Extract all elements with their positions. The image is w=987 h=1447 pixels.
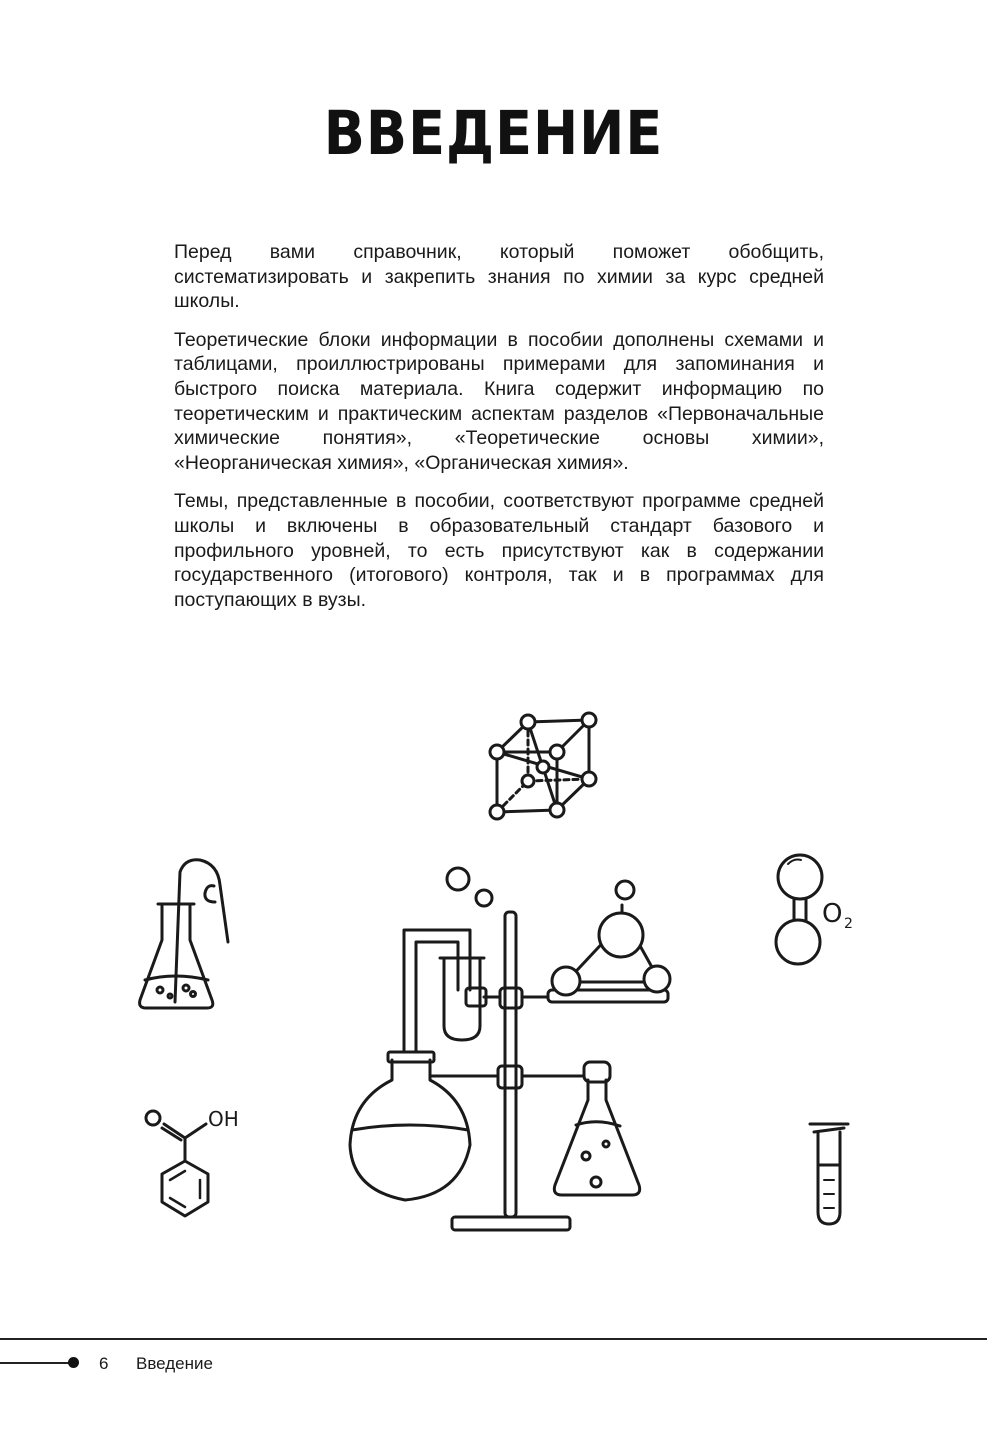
- oxygen-label: O: [822, 899, 843, 929]
- footer-run-line: [0, 1362, 70, 1364]
- bubbles-icon: [447, 868, 492, 906]
- paragraph-2: Теоретические блоки информации в пособии дополнены схемами и таблицами, проиллюстрированы примерами для запоминания и быстрого поиска материала. Книга содержит информацию по теоретическим и практическим аспектам разделов «Первоначальные химические понятия», «Теоретические основы химии», «Неорганическая химия», «Органическая химия».: [174, 328, 824, 474]
- flask-with-tube-icon: [140, 860, 228, 1008]
- benzoic-acid-icon: [146, 1111, 208, 1216]
- test-tube-icon: [440, 958, 486, 1040]
- paragraph-3: Темы, представленные в пособии, соответствуют программе средней школы и включены в образовательный стандарт базового и профильного уровней, то есть присутствуют как в содержании государственного (итогового) контроля, так и в программах для поступающих в вузы.: [174, 490, 824, 611]
- page-title: ВВЕДЕНИЕ: [323, 98, 664, 169]
- running-title: Введение: [136, 1354, 213, 1373]
- lab-stand-icon: [430, 912, 582, 1230]
- footer-rule: [0, 1338, 987, 1340]
- paragraph-1: Перед вами справочник, который поможет обобщить, систематизировать и закрепить знания по химии за курс средней школы.: [174, 241, 824, 313]
- molecule-model-icon: [548, 881, 670, 1002]
- footer-bullet-icon: [68, 1357, 79, 1368]
- oxygen-molecule-icon: [776, 855, 822, 964]
- crystal-lattice-icon: [490, 713, 596, 819]
- hydroxyl-label: OH: [208, 1107, 239, 1131]
- round-flask-icon: [350, 930, 470, 1200]
- oxygen-subscript: 2: [844, 916, 853, 932]
- graduated-tube-icon: [810, 1124, 848, 1224]
- page-number: 6: [99, 1354, 109, 1373]
- conical-flask-icon: [554, 1062, 639, 1195]
